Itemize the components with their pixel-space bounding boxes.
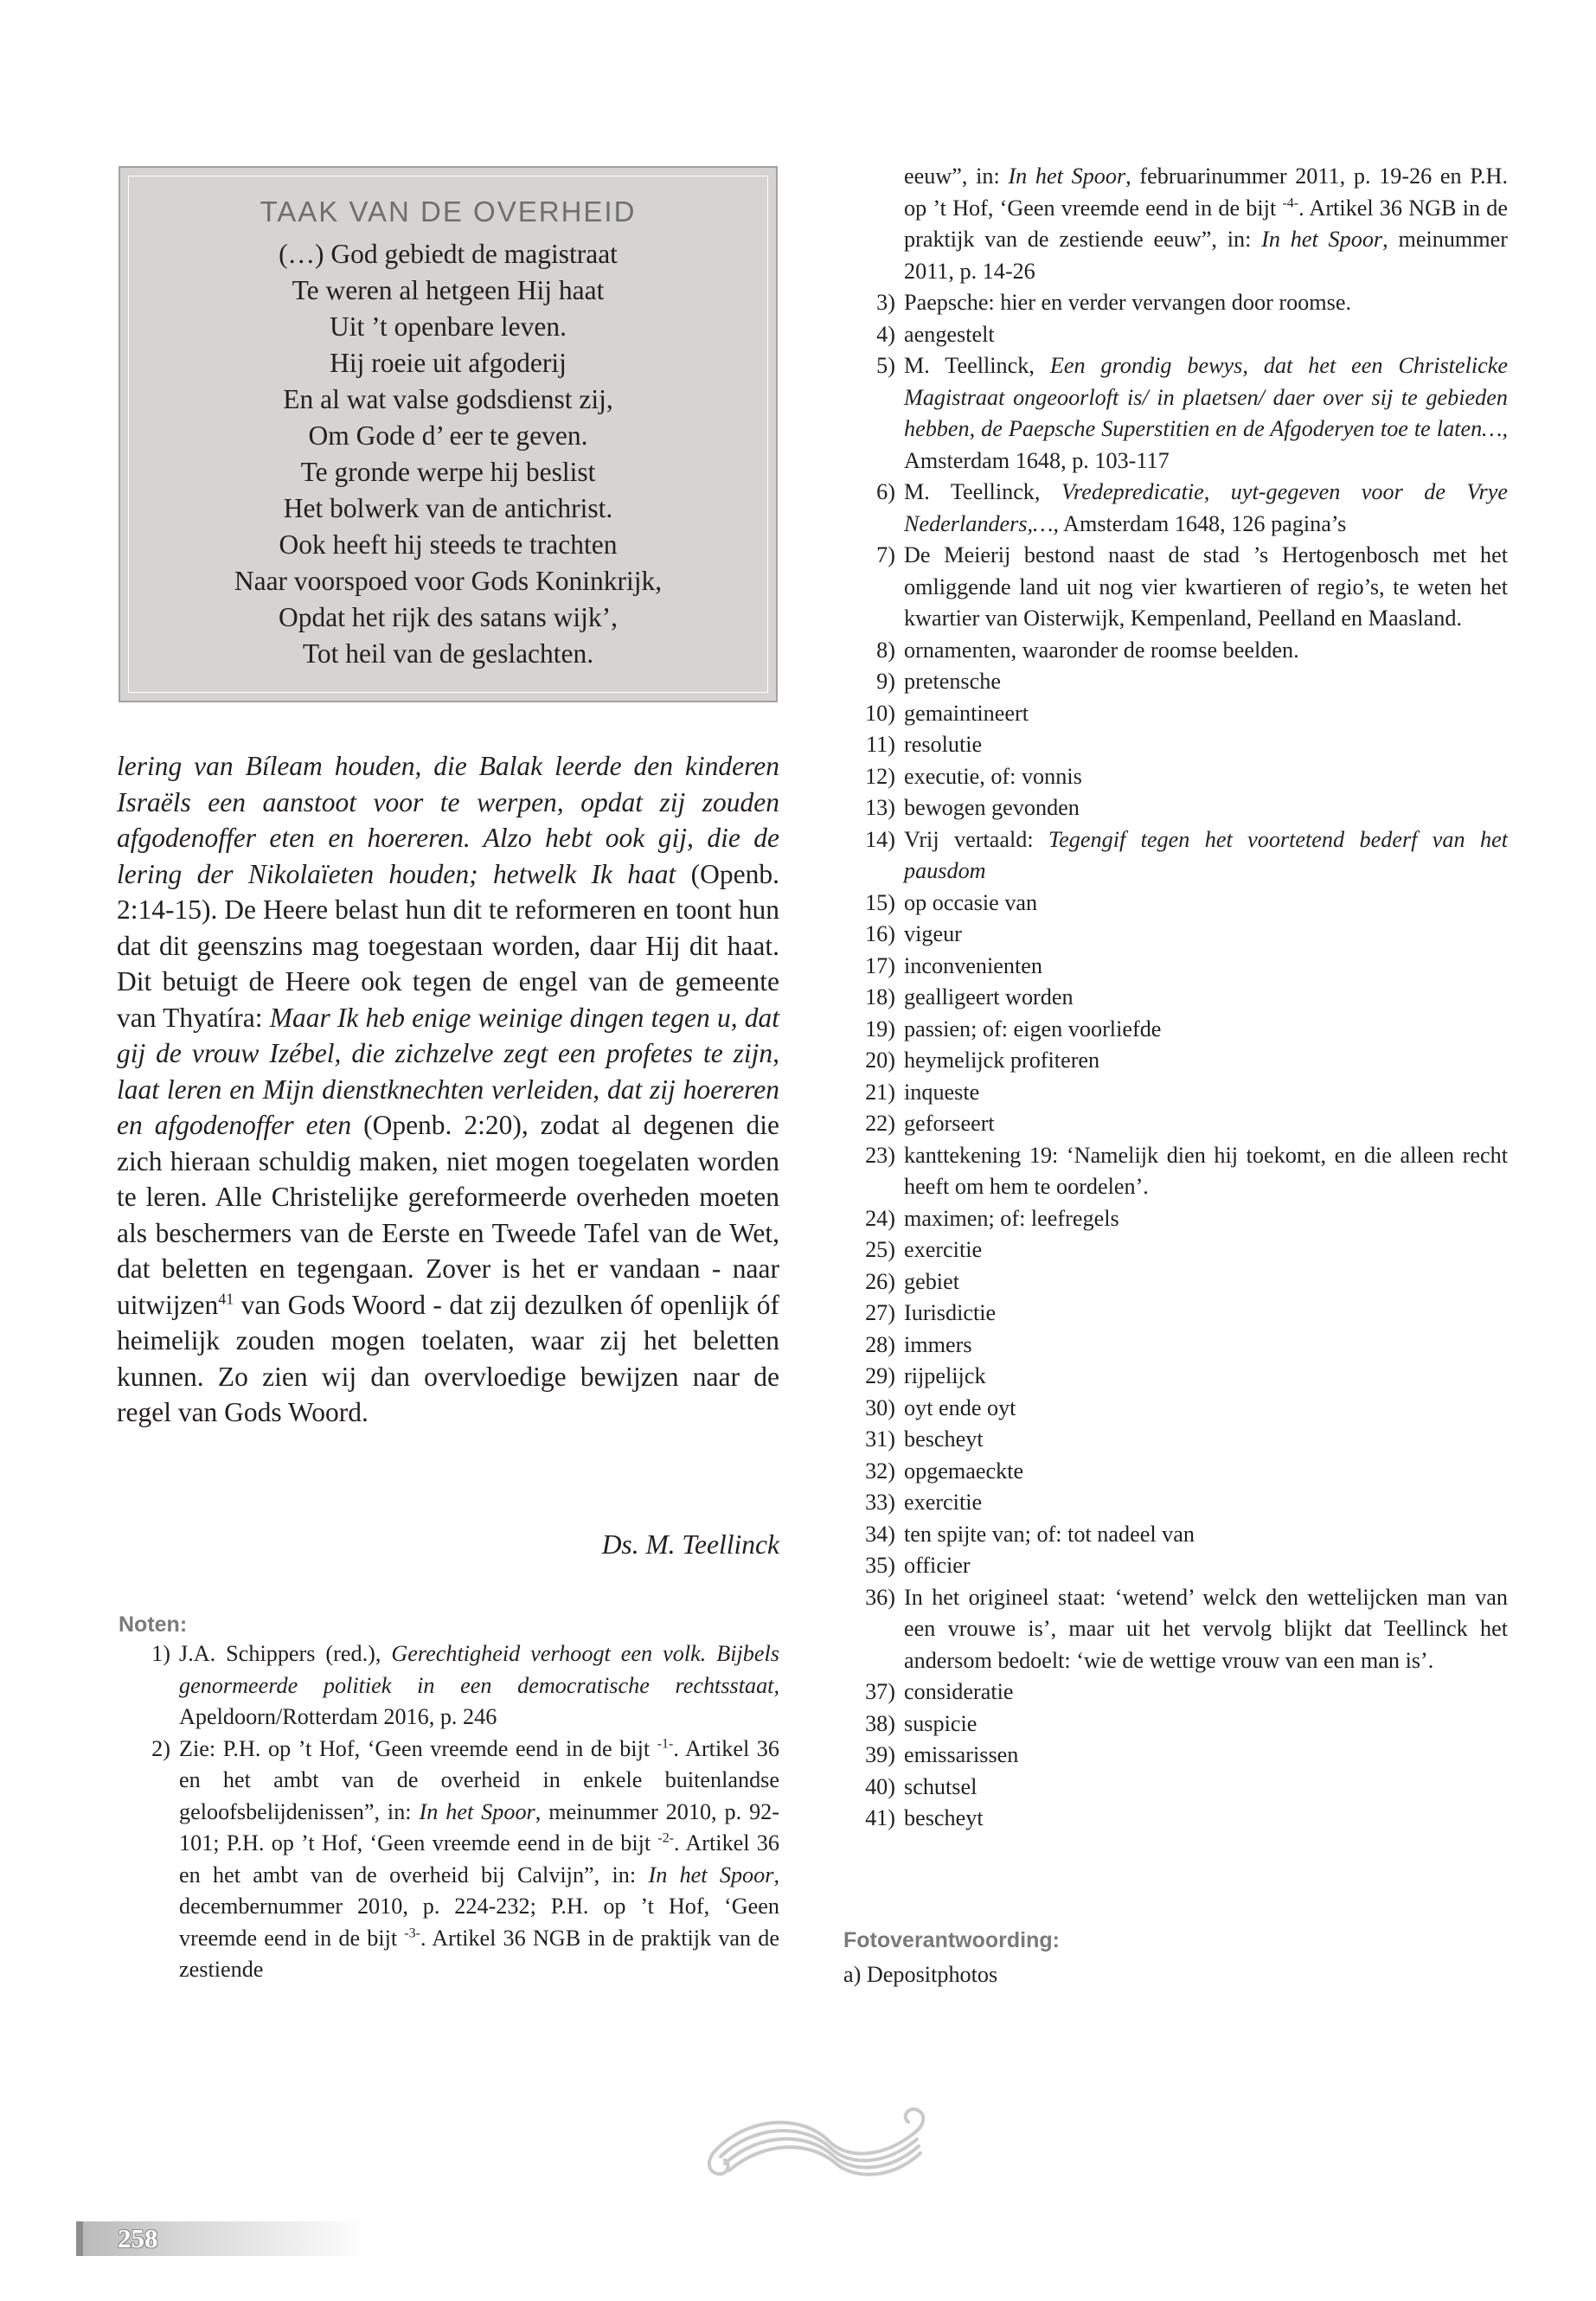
footnote: 37) consideratie <box>865 1679 1014 1704</box>
footnote: 16) vigeur <box>865 921 962 946</box>
page-number-bar <box>76 2221 370 2256</box>
footnote: 4) aengestelt <box>876 321 995 347</box>
footnote: 12) executie, of: vonnis <box>865 763 1082 789</box>
footnote: 20) heymelijck profiteren <box>865 1048 1100 1073</box>
article-paragraph <box>117 748 779 1431</box>
poem-line: Ook heeft hij steeds te trachten <box>279 529 618 560</box>
footnote: 36) In het origineel staat: ‘wetend’ welck den wettelijcken man van een vrouwe is’, maar uit het vervolg blijkt dat Teellinck het andersom bedoelt: ‘wie de wettige vrouw van een man is’. <box>865 1584 1508 1673</box>
poem-box <box>119 166 778 702</box>
author-signature: Ds. M. Teellinck <box>601 1529 779 1560</box>
footnote-text: Zie: P.H. op ’t Hof, ‘Geen vreemde eend in de bijt $^{-1-}$. Artikel 36 en het ambt van de overheid in enkele buitenlandse geloofsbelijdenissen”, in: In het Spoor, meinummer 2010, p. 92-101; P.H. op ’t Hof, ‘Geen vreemde eend in de bijt $^{-2-}$. Artikel 36 en het ambt van de overheid bij Calvijn”, in: In het Spoor, decembernummer 2010, p. 224-232; P.H. op ’t Hof, ‘Geen vreemde eend in de bijt $^{-3-}$. Artikel 36 NGB in de praktijk van de zestiende <box>179 1735 780 1982</box>
poem-box-inner <box>128 176 768 693</box>
poem-line: Uit ’t openbare leven. <box>329 311 567 342</box>
footnote: 7) De Meierij bestond naast de stad ’s Hertogenbosch met het omliggende land uit nog vier kwartieren of regio’s, te weten het kwartier van Oisterwijk, Kempenland, Peelland en Maasland. <box>876 542 1508 631</box>
poem-title: TAAK VAN DE OVERHEID <box>260 195 637 228</box>
footnote: 34) ten spijte van; of: tot nadeel van <box>865 1521 1195 1547</box>
photo-credits <box>843 1926 1508 1990</box>
poem-line: Naar voorspoed voor Gods Koninkrijk, <box>234 566 663 596</box>
footnote: 28) immers <box>865 1331 972 1357</box>
scripture-quote: Maar Ik heb enige weinige dingen tegen u, dat gij de vrouw Izébel, die zichzelve zegt een profetes te zijn, laat leren en Mijn dienstknechten verleiden, dat zij hoereren en afgodenoffer eten <box>117 1002 779 1140</box>
notes-right-column <box>843 161 1508 1835</box>
scripture-quote: lering van Bíleam houden, die Balak leerde den kinderen Israëls een aanstoot voor te werpen, opdat zij zouden afgodenoffer eten en hoereren. Alzo hebt ook gij, die de lering der Nikolaïeten houden; hetwelk Ik haat <box>117 751 779 889</box>
page-number: 258 <box>118 2223 158 2253</box>
notes-heading: Noten: <box>119 1612 188 1637</box>
footnote: 40) schutsel <box>865 1773 977 1799</box>
poem-line: Om Gode d’ eer te geven. <box>308 420 588 451</box>
footnote: 18) gealligeert worden <box>865 984 1074 1009</box>
footnote-number: 1) <box>151 1641 170 1666</box>
footnote-ref: 41 <box>218 1290 234 1307</box>
footnote: 25) exercitie <box>865 1237 983 1262</box>
footnote: 10) gemaintineert <box>865 700 1029 726</box>
footnote-continuation <box>843 161 1508 287</box>
body-text: (Openb. 2:14-15). De Heere belast hun dit te reformeren en toont hun dat dit geenszins mag toegestaan worden, daar Hij dit haat. Dit betuigt de Heere ook tegen de engel van de gemeente van Thyatíra: <box>117 858 779 1033</box>
footnote: 19) passien; of: eigen voorliefde <box>865 1016 1162 1042</box>
notes-left-column <box>119 1611 779 1986</box>
footnote: 9) pretensche <box>876 669 1001 694</box>
footnote: 5) M. Teellinck, Een grondig bewys, dat het een Christelicke Magistraat ongeoorloft is/ in plaetsen/ daer over sij te gebieden hebben, de Paepsche Superstitien en de Afgoderyen toe te laten…, Amsterdam 1648, p. 103-117 <box>876 353 1508 473</box>
poem-lines <box>129 236 767 672</box>
footnote: 41) bescheyt <box>865 1805 984 1830</box>
poem-line: En al wat valse godsdienst zij, <box>283 384 613 414</box>
poem-line: Het bolwerk van de antichrist. <box>283 493 613 523</box>
footnote: 14) Vrij vertaald: Tegengif tegen het voortetend bederf van het pausdom <box>865 826 1509 883</box>
footnote <box>119 1734 779 1986</box>
footnote: 23) kanttekening 19: ‘Namelijk dien hij toekomt, en die alleen recht heeft om hem te oordelen’. <box>865 1142 1508 1199</box>
footnote: 11) resolutie <box>866 732 983 757</box>
footnote: 8) ornamenten, waaronder de roomse beelden. <box>876 637 1299 663</box>
footnote: 6) M. Teellinck, Vredepredicatie, uyt-gegeven voor de Vrye Nederlanders,…, Amsterdam 1648, 126 pagina’s <box>876 479 1508 536</box>
footnote: 17) inconvenienten <box>865 952 1042 978</box>
footnote: 39) emissarissen <box>865 1742 1019 1767</box>
poem-line: Te gronde werpe hij beslist <box>300 457 596 487</box>
footnote: 31) bescheyt <box>865 1426 984 1452</box>
footnote: 21) inqueste <box>865 1079 980 1105</box>
credit-line: a) Depositphotos <box>843 1962 998 1987</box>
footnote: 26) gebiet <box>865 1268 959 1294</box>
footnote: 38) suspicie <box>865 1710 977 1736</box>
footnote: 3) Paepsche: hier en verder vervangen door roomse. <box>876 290 1351 315</box>
footnote: 27) Iurisdictie <box>865 1300 997 1325</box>
body-text: van Gods Woord - dat zij dezulken óf openlijk óf heimelijk zouden mogen toelaten, waar zij het beletten kunnen. Zo zien wij dan overvloedige bewijzen naar de regel van Gods Woord. <box>117 1289 779 1427</box>
footnote: 32) opgemaeckte <box>865 1458 1024 1484</box>
footnote: 13) bewogen gevonden <box>865 795 1080 820</box>
body-text: (Openb. 2:20), zodat al degenen die zich hieraan schuldig maken, niet mogen toegelaten worden te leren. Alle Christelijke gereformeerde overheden moeten als beschermers van de Eerste en Tweede Tafel van de Wet, dat beletten en tegengaan. Zover is het er vandaan - naar uitwijzen <box>117 1110 779 1320</box>
footnote-text: J.A. Schippers (red.), Gerechtigheid verhoogt een volk. Bijbels genormeerde politiek in een democratische rechtsstaat, Apeldoorn/Rotterdam 2016, p. 246 <box>179 1641 779 1729</box>
ornament-flourish-icon <box>699 2098 933 2184</box>
footnote <box>119 1638 779 1734</box>
footnote: 29) rijpelijck <box>865 1363 986 1388</box>
footnote: 35) officier <box>865 1553 971 1578</box>
poem-line: (…) God gebiedt de magistraat <box>279 239 618 269</box>
credits-heading: Fotoverantwoording: <box>843 1928 1060 1952</box>
poem-line: Hij roeie uit afgoderij <box>330 348 567 378</box>
footnote: 33) exercitie <box>865 1490 983 1515</box>
footnote-text: eeuw”, in: In het Spoor, februarinummer 2011, p. 19-26 en P.H. op ’t Hof, ‘Geen vreemde eend in de bijt $^{-4-}$. Artikel 36 NGB in de praktijk van de zestiende eeuw”, in: In het Spoor, meinummer 2011, p. 14-26 <box>904 163 1509 284</box>
footnote: 30) oyt ende oyt <box>865 1394 1016 1420</box>
poem-line: Te weren al hetgeen Hij haat <box>292 275 605 305</box>
footnote: 15) op occasie van <box>865 889 1038 915</box>
footnote-number: 2) <box>151 1735 170 1761</box>
article-body <box>117 748 779 1431</box>
footnote: 24) maximen; of: leefregels <box>865 1205 1119 1231</box>
poem-line: Opdat het rijk des satans wijk’, <box>279 602 618 632</box>
poem-line: Tot heil van de geslachten. <box>302 638 594 669</box>
footnote: 22) geforseert <box>865 1111 995 1136</box>
page-bar-edge <box>76 2221 83 2256</box>
